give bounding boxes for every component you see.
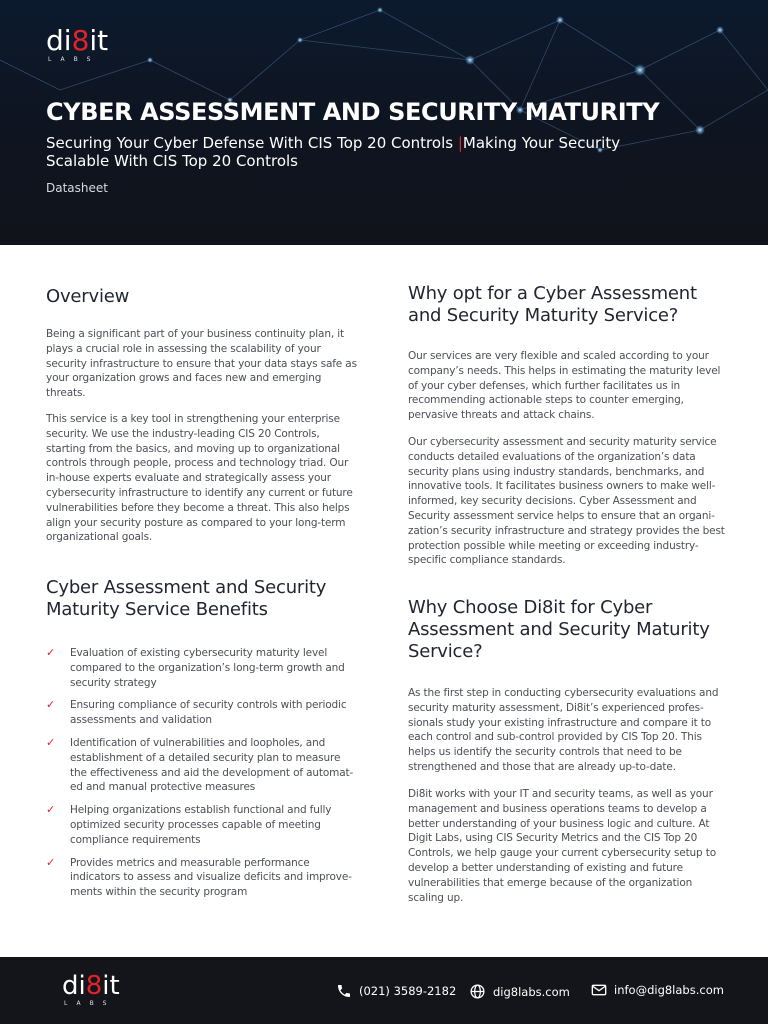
check-icon: ✓ xyxy=(46,855,56,869)
check-icon: ✓ xyxy=(46,803,56,817)
overview-heading: Overview xyxy=(46,286,130,307)
page-subtitle: Securing Your Cyber Defense With CIS Top 20 Controls |Making Your Security Scalable With CIS Top 20 Controls xyxy=(46,134,621,170)
footer-phone[interactable]: (021) 3589-2182 xyxy=(336,983,456,999)
mail-icon xyxy=(591,983,607,997)
footer-logo xyxy=(62,972,120,1008)
footer-website[interactable]: dig8labs.com xyxy=(469,983,570,1000)
list-item: ✓ Evaluation of existing cybersecurity maturity level compared to the organization’s long-term growth and security strategy xyxy=(46,646,345,689)
check-icon: ✓ xyxy=(46,698,56,712)
benefits-heading: Cyber Assessment and Security Maturity Service Benefits xyxy=(46,577,327,620)
overview-paragraph-1: Being a significant part of your business continuity plan, it plays a crucial role in assessing the scalability of your security infrastructure to ensure that your data stays safe as your organization grows and faces new and emerging threats. xyxy=(46,328,357,400)
logo-wordmark: di8it xyxy=(46,24,109,57)
why-choose-paragraph-1: As the first step in conducting cybersecurity evaluations and security maturity assessment, Di8it’s experienced profes-sionals study your existing infrastructure and compare it to each control and sub-control provided by CIS Top 20. This helps us identify the security controls that need to be strengthened and those that are already up-to-date. xyxy=(408,687,719,773)
brand-logo xyxy=(46,26,108,64)
why-opt-heading: Why opt for a Cyber Assessment and Security Maturity Service? xyxy=(408,283,697,326)
why-choose-paragraph-2: Di8it works with your IT and security teams, as well as your management and business operations teams to develop a better understanding of your business logic and culture. At Digit Labs, using CIS Security Metrics and the CIS Top 20 Controls, we help gauge your current cybersecurity setup to develop a better understanding of existing and future vulnerabilities that emerge because of the organization scaling up. xyxy=(408,788,716,904)
list-item: ✓ Provides metrics and measurable performance indicators to assess and visualize deficits and improve-ments within the security program xyxy=(46,855,352,899)
globe-icon xyxy=(469,983,486,1000)
list-item: ✓ Helping organizations establish functional and fully optimized security processes capable of meeting compliance requirements xyxy=(46,803,332,846)
list-item: ✓ Identification of vulnerabilities and loopholes, and establishment of a detailed security plan to measure the effectiveness and aid the development of automat-ed and manual protective measures xyxy=(46,735,354,794)
footer xyxy=(0,957,768,1024)
overview-paragraph-2: This service is a key tool in strengthening your enterprise security. We use the industry-leading CIS 20 Controls, starting from the basics, and moving up to organizational controls through people, process and technology triad. Our in-house experts evaluate and strategically assess your cybersecurity infrastructure to identify any current or future vulnerabilities before they become a threat. This also helps align your security posture as compared to your long-term organizational goals. xyxy=(46,413,353,544)
page-title: CYBER ASSESSMENT AND SECURITY MATURITY xyxy=(46,98,660,126)
why-choose-heading: Why Choose Di8it for Cyber Assessment and Security Maturity Service? xyxy=(408,597,710,662)
header-banner xyxy=(0,0,768,245)
logo-wordmark: di8it xyxy=(62,971,120,1001)
why-opt-paragraph-1: Our services are very flexible and scaled according to your company’s needs. This helps in estimating the maturity level of your cyber defenses, which further facilitates us in recommending actionable steps to counter emerging, pervasive threats and attack chains. xyxy=(408,350,721,422)
logo-subtext: LABS xyxy=(48,56,100,63)
list-item: ✓ Ensuring compliance of security controls with periodic assessments and validation xyxy=(46,698,347,727)
check-icon: ✓ xyxy=(46,646,56,659)
why-opt-paragraph-2: Our cybersecurity assessment and security maturity service conducts detailed evaluations of the organization’s data security plans using industry standards, benchmarks, and innovative tools. It facilitates business owners to make well-informed, key security decisions. Cyber Assessment and Security assessment service helps to ensure that an organi-zation’s security infrastructure and strategy provides the best protection possible while meeting or exceeding industry-specific compliance standards. xyxy=(408,436,725,567)
footer-email[interactable]: info@dig8labs.com xyxy=(591,983,724,997)
phone-icon xyxy=(336,983,352,999)
logo-subtext: LABS xyxy=(64,1000,116,1007)
document-type-label: Datasheet xyxy=(46,181,108,195)
check-icon: ✓ xyxy=(46,735,56,749)
benefits-list xyxy=(46,646,358,908)
